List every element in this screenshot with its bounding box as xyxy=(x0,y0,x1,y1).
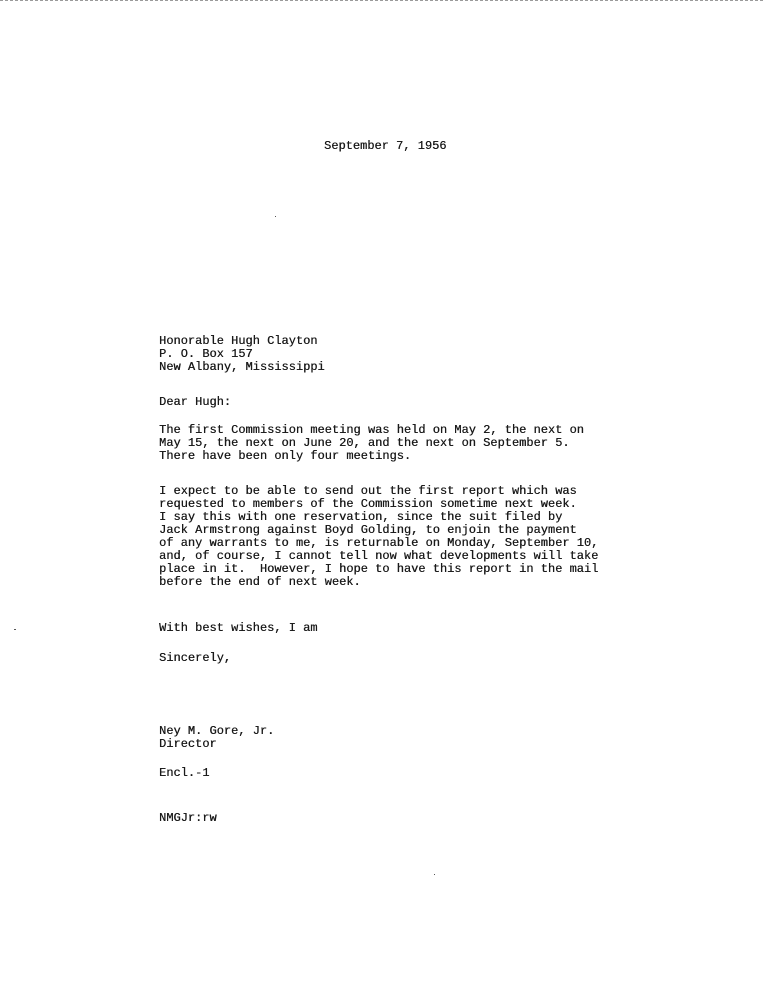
enclosure-notation: Encl.-1 xyxy=(159,766,210,780)
body-paragraph-2 xyxy=(159,485,598,589)
recipient-name: Honorable Hugh Clayton xyxy=(159,334,318,348)
paragraph-line: The first Commission meeting was held on May 2, the next on xyxy=(159,423,584,437)
recipient-po-box: P. O. Box 157 xyxy=(159,347,253,361)
complimentary-close: Sincerely, xyxy=(159,651,232,665)
recipient-city-state: New Albany, Mississippi xyxy=(159,360,325,374)
scan-speck xyxy=(275,216,276,217)
paragraph-line: I expect to be able to send out the first report which was xyxy=(159,484,577,498)
paragraph-line: before the end of next week. xyxy=(159,575,361,589)
scan-speck xyxy=(434,874,435,875)
paragraph-line: requested to members of the Commission sometime next week. xyxy=(159,497,577,511)
paragraph-line: Jack Armstrong against Boyd Golding, to enjoin the payment xyxy=(159,523,577,537)
closing-line: With best wishes, I am xyxy=(159,621,318,635)
paragraph-line: May 15, the next on June 20, and the next on September 5. xyxy=(159,436,570,450)
paragraph-line: There have been only four meetings. xyxy=(159,449,412,463)
recipient-address xyxy=(159,335,325,374)
scan-speck xyxy=(14,629,16,630)
paragraph-line: and, of course, I cannot tell now what developments will take xyxy=(159,549,599,563)
reference-initials: NMGJr:rw xyxy=(159,811,217,825)
page-top-border xyxy=(0,0,763,1)
body-paragraph-1 xyxy=(159,424,584,463)
signer-title: Director xyxy=(159,737,217,751)
letter-date: September 7, 1956 xyxy=(324,139,447,153)
paragraph-line: of any warrants to me, is returnable on Monday, September 10, xyxy=(159,536,599,550)
signer-name: Ney M. Gore, Jr. xyxy=(159,724,275,738)
signature-block xyxy=(159,725,274,751)
paragraph-line: I say this with one reservation, since the suit filed by xyxy=(159,510,563,524)
paragraph-line: place in it. However, I hope to have this report in the mail xyxy=(159,562,599,576)
salutation: Dear Hugh: xyxy=(159,395,232,409)
